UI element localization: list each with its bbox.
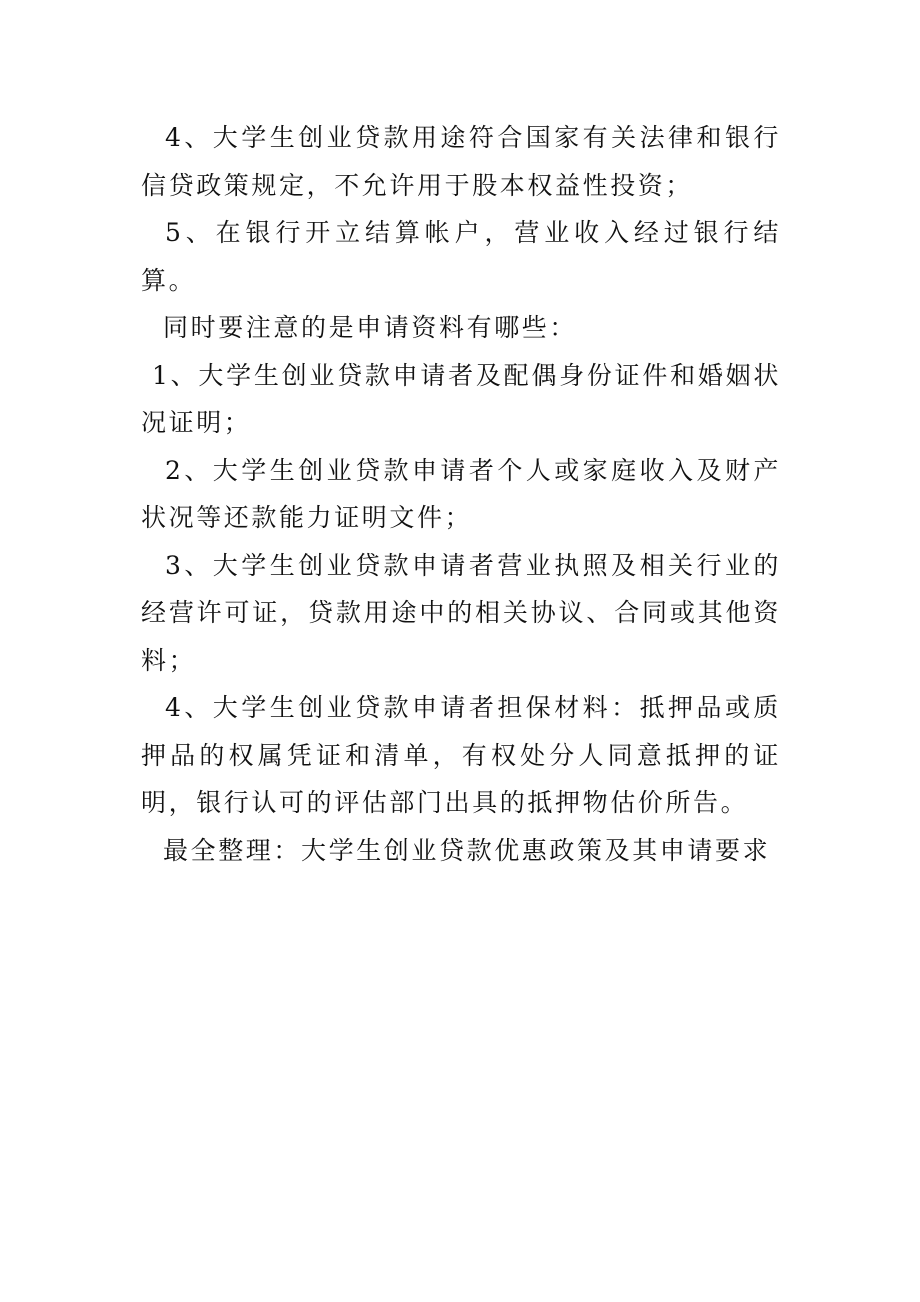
paragraph-material-3: 3、大学生创业贷款申请者营业执照及相关行业的经营许可证，贷款用途中的相关协议、合同或其他资料；: [141, 550, 781, 675]
paragraph-material-4: 4、大学生创业贷款申请者担保材料：抵押品或质押品的权属凭证和清单，有权处分人同意抵押的证明，银行认可的评估部门出具的抵押物估价所告。: [141, 693, 781, 817]
paragraph-closing-title: 最全整理：大学生创业贷款优惠政策及其申请要求: [163, 835, 771, 865]
paragraph-item-4-purpose: 4、大学生创业贷款用途符合国家有关法律和银行信贷政策规定，不允许用于股本权益性投资；: [141, 123, 781, 200]
paragraph-material-1: 1、大学生创业贷款申请者及配偶身份证件和婚姻状况证明；: [141, 360, 781, 437]
paragraph-item-5-account: 5、在银行开立结算帐户，营业收入经过银行结算。: [141, 218, 781, 295]
paragraph-material-2: 2、大学生创业贷款申请者个人或家庭收入及财产状况等还款能力证明文件；: [141, 455, 781, 532]
document-body: [141, 114, 781, 874]
paragraph-materials-heading: 同时要注意的是申请资料有哪些：: [163, 313, 578, 342]
